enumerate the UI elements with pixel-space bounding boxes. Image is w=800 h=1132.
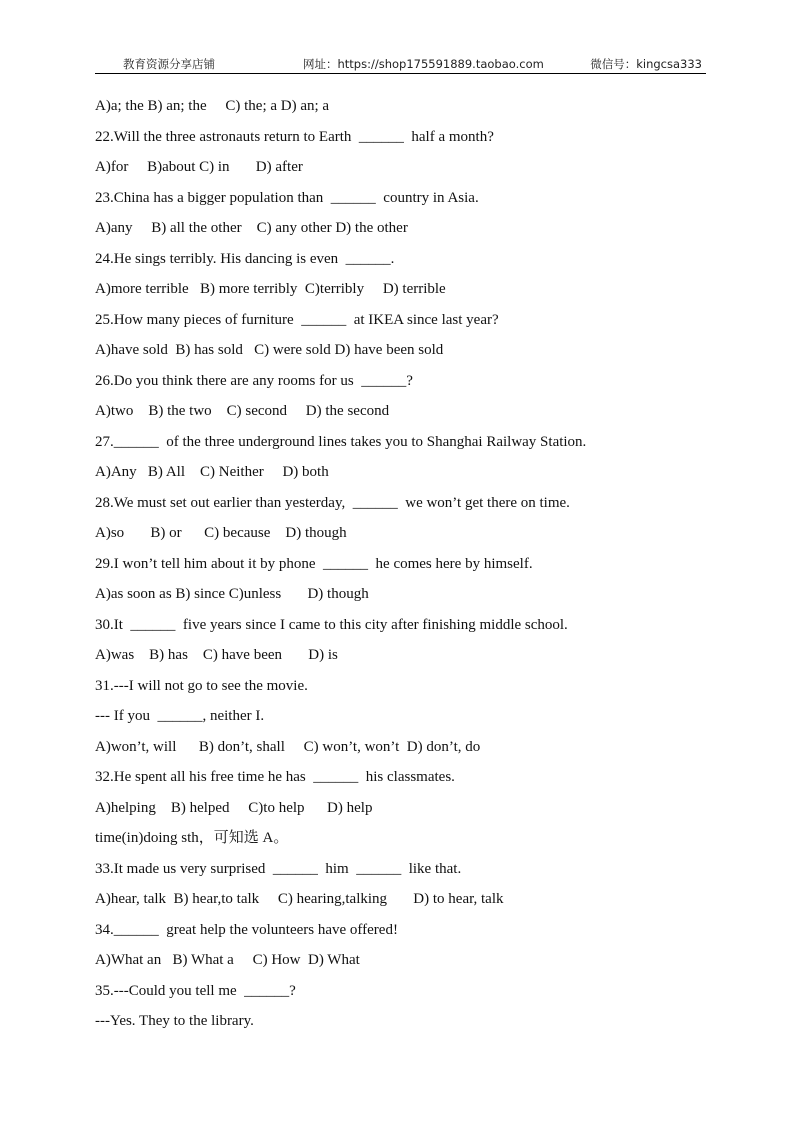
question-29: 29.I won’t tell him about it by phone ______ he comes here by himself. [95, 555, 533, 572]
question-34: 34.______ great help the volunteers have offered! [95, 921, 398, 938]
answer-options: A)was B) has C) have been D) is [95, 647, 338, 663]
header-website: 网址：https://shop175591889.taobao.com [303, 57, 544, 71]
answer-options: A)any B) all the other C) any other D) the other [95, 220, 408, 236]
question-31: 31.---I will not go to see the movie. [95, 677, 308, 694]
header-shop-name: 教育资源分享店铺 [123, 57, 215, 71]
answer-options: A)more terrible B) more terribly C)terribly D) terrible [95, 281, 446, 297]
question-23: 23.China has a bigger population than ______ country in Asia. [95, 189, 479, 206]
document-body [95, 95, 715, 1041]
answer-options: A)helping B) helped C)to help D) help [95, 799, 373, 816]
page-header [95, 56, 706, 74]
question-35: 35.---Could you tell me ______? [95, 982, 296, 999]
answer-options: A)two B) the two C) second D) the second [95, 403, 390, 419]
header-wechat: 微信号：kingcsa333 [590, 57, 702, 71]
answer-options: A)hear, talk B) hear,to talk C) hearing,talking D) to hear, talk [95, 891, 504, 907]
question-32: 32.He spent all his free time he has ______ his classmates. [95, 769, 455, 785]
question-24: 24.He sings terribly. His dancing is even ______. [95, 250, 395, 267]
question-33: 33.It made us very surprised ______ him ______ like that. [95, 860, 462, 877]
answer-options: A)as soon as B) since C)unless D) though [95, 586, 369, 602]
question-22: 22.Will the three astronauts return to Earth ______ half a month? [95, 128, 494, 145]
question-25: 25.How many pieces of furniture ______ at IKEA since last year? [95, 311, 499, 328]
answer-options: A)a; the B) an; the C) the; a D) an; a [95, 98, 330, 114]
answer-options: A)Any B) All C) Neither D) both [95, 464, 329, 480]
answer-note: time(in)doing sth，可知选 A。 [95, 830, 289, 846]
question-27: 27.______ of the three underground lines takes you to Shanghai Railway Station. [95, 433, 587, 450]
answer-options: A)so B) or C) because D) though [95, 525, 347, 541]
answer-options: A)won’t, will B) don’t, shall C) won’t, won’t D) don’t, do [95, 738, 481, 755]
answer-options: A)have sold B) has sold C) were sold D) have been sold [95, 342, 444, 358]
question-26: 26.Do you think there are any rooms for us ______? [95, 372, 413, 389]
question-30: 30.It ______ five years since I came to this city after finishing middle school. [95, 616, 568, 633]
header-divider [95, 73, 706, 74]
question-35-reply: ---Yes. They to the library. [95, 1013, 254, 1029]
answer-options: A)What an B) What a C) How D) What [95, 952, 360, 968]
question-28: 28.We must set out earlier than yesterday, ______ we won’t get there on time. [95, 494, 570, 511]
answer-options: A)for B)about C) in D) after [95, 159, 303, 175]
question-31-reply: --- If you ______, neither I. [95, 708, 265, 724]
